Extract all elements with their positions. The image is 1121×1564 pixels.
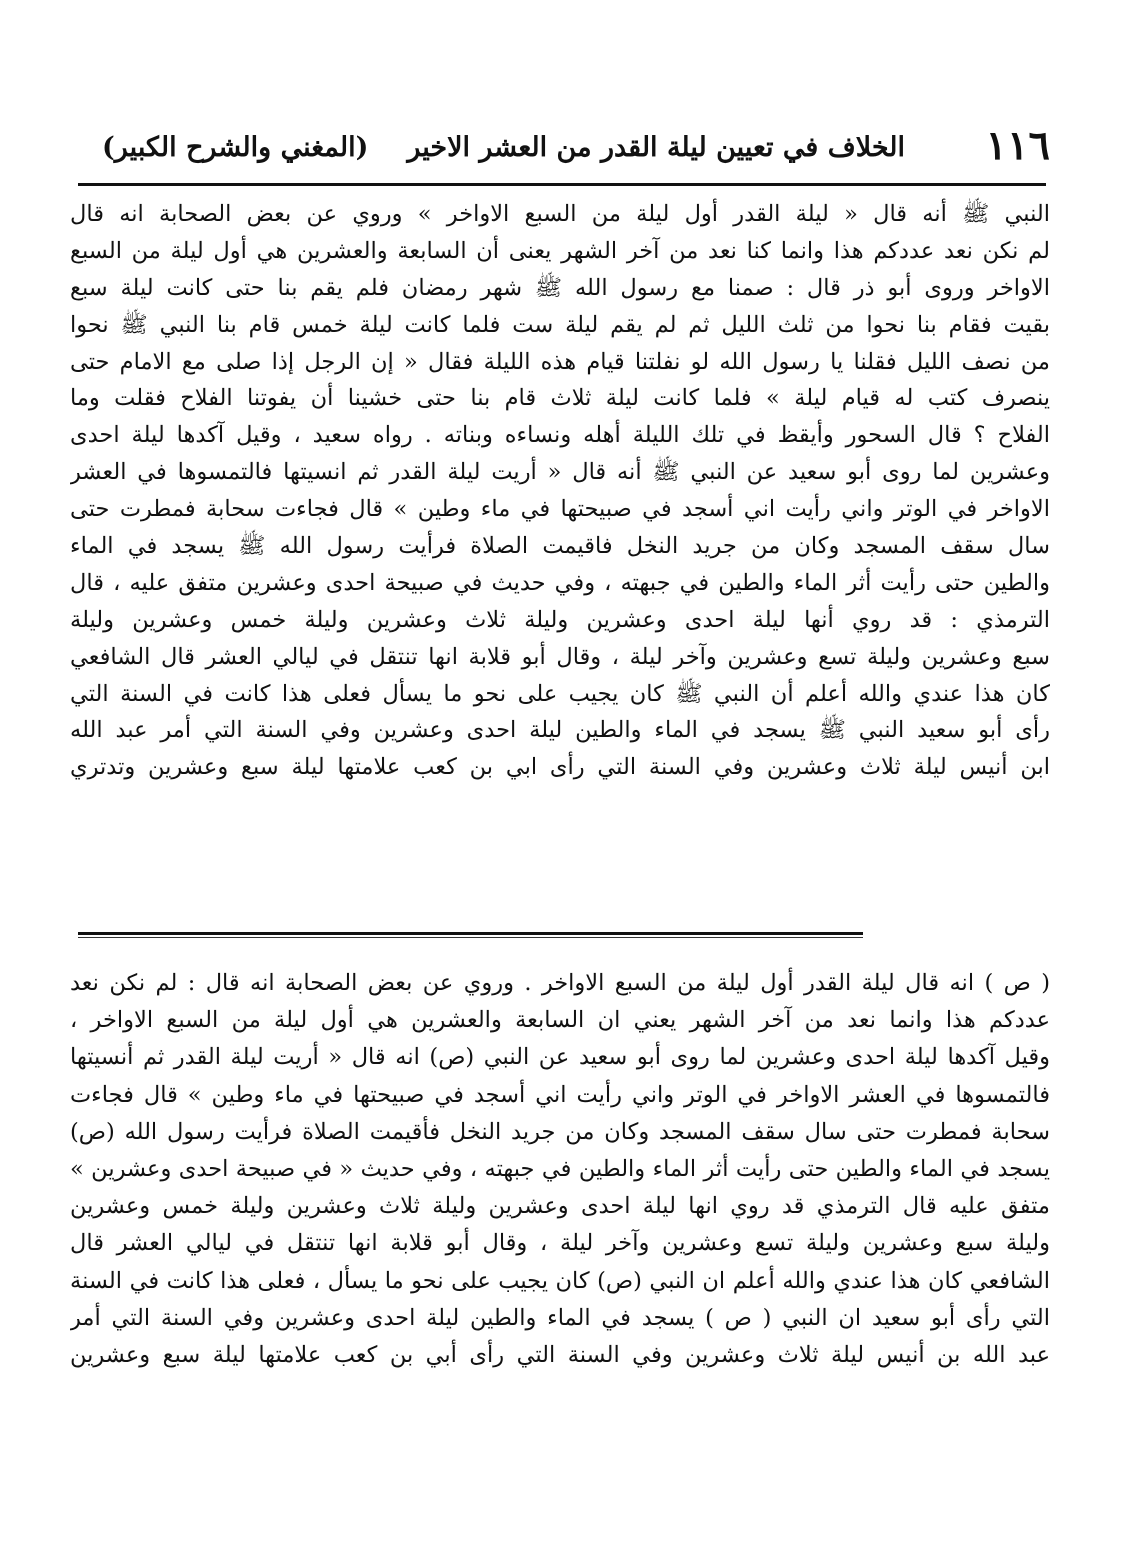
chapter-title: الخلاف في تعيين ليلة القدر من العشر الاخير — [407, 132, 905, 163]
commentary-text-line: عبد الله بن أنيس ليلة ثلاث وعشرين وفي السنة التي رأى أبي بن كعب علامتها ليلة سبع وعشرين — [70, 1341, 1050, 1368]
main-text-line: النبي ﷺ أنه قال « ليلة القدر أول ليلة من السبع الاواخر » وروي عن بعض الصحابة انه قال — [70, 201, 1050, 227]
main-text-line: والطين حتى رأيت أثر الماء والطين في جبهته ، وفي حديث في صبيحة احدى وعشرين متفق عليه ، قال — [70, 569, 1050, 596]
commentary-text-line: التي رأى أبو سعيد ان النبي ( ص ) يسجد في الماء والطين ليلة احدى وعشرين وفي السنة التي أمر — [70, 1304, 1050, 1331]
commentary-text-line: فالتمسوها في العشر الاواخر في الوتر واني رأيت اني أسجد في صبيحتها في ماء وطين » قال فجاءت — [70, 1081, 1050, 1108]
page-header — [90, 120, 1050, 180]
main-text-line: بقيت فقام بنا نحوا من ثلث الليل ثم لم يقم ليلة ست فلما كانت ليلة خمس قام بنا النبي ﷺ نحوا — [70, 311, 1050, 338]
main-text-line: سال سقف المسجد وكان من جريد النخل فاقيمت الصلاة فرأيت رسول الله ﷺ يسجد في الماء — [70, 533, 1050, 560]
book-title: (المغني والشرح الكبير) — [102, 132, 369, 163]
commentary-text-line: متفق عليه قال الترمذي قد روي انها ليلة احدى وعشرين وليلة ثلاث وعشرين وليلة خمس وعشرين — [70, 1193, 1050, 1220]
divider-thin-rule — [78, 937, 863, 938]
header-rule — [78, 183, 1046, 186]
main-text-line: رأى أبو سعيد النبي ﷺ يسجد في الماء والطين ليلة احدى وعشرين وفي السنة التي أمر عبد الله — [70, 717, 1050, 744]
main-text-line: الترمذي : قد روي أنها ليلة احدى وعشرين وليلة ثلاث وعشرين وليلة خمس وعشرين وليلة — [70, 606, 1050, 633]
main-text-line: سبع وعشرين وليلة تسع وعشرين وآخر ليلة ، وقال أبو قلابة انها تنتقل في ليالي العشر قال الشافعي — [70, 643, 1050, 670]
main-text-line: الفلاح ؟ قال السحور وأيقظ في تلك الليلة أهله ونساءه وبناته . رواه سعيد ، وقيل آكدها ليلة احدى — [70, 422, 1050, 449]
page-number: ١١٦ — [985, 122, 1050, 169]
main-text-line: كان هذا عندي والله أعلم أن النبي ﷺ كان يجيب على نحو ما يسأل فعلى هذا كانت في السنة التي — [70, 680, 1050, 707]
section-divider — [78, 932, 863, 938]
commentary-text-line: وليلة سبع وعشرين وليلة تسع وعشرين وآخر ليلة ، وقال أبو قلابة انها تنتقل في ليالي العشر قال — [70, 1230, 1050, 1257]
commentary-text-line: وقيل آكدها ليلة احدى وعشرين لما روى أبو سعيد عن النبي (ص) انه قال « أريت ليلة القدر ثم أنسيتها — [70, 1044, 1050, 1071]
commentary-text-line: سحابة فمطرت حتى سال سقف المسجد وكان من جريد النخل فأقيمت الصلاة فرأيت رسول الله (ص) — [70, 1118, 1050, 1145]
divider-thick-rule — [78, 932, 863, 935]
main-text-line: وعشرين لما روى أبو سعيد عن النبي ﷺ أنه قال « أريت ليلة القدر ثم انسيتها فالتمسوها في العشر — [70, 459, 1050, 486]
commentary-text-line: يسجد في الماء والطين حتى رأيت أثر الماء والطين في جبهته ، وفي حديث « في صبيحة احدى وعشرين » — [70, 1155, 1050, 1182]
main-text-line: الاواخر في الوتر واني رأيت اني أسجد في صبيحتها في ماء وطين » قال فجاءت سحابة فمطرت حتى — [70, 496, 1050, 523]
main-text-line: ابن أنيس ليلة ثلاث وعشرين وفي السنة التي رأى ابي بن كعب علامتها ليلة سبع وعشرين وتدتري — [70, 754, 1050, 781]
main-text-line: لم نكن نعد عددكم هذا وانما كنا نعد من آخر الشهر يعنى أن السابعة والعشرين هي أول ليلة من السبع — [70, 237, 1050, 264]
main-text-line: الاواخر وروى أبو ذر قال : صمنا مع رسول الله ﷺ شهر رمضان فلم يقم بنا حتى كانت ليلة سبع — [70, 274, 1050, 301]
commentary-text-line: الشافعي كان هذا عندي والله أعلم ان النبي (ص) كان يجيب على نحو ما يسأل ، فعلى هذا كانت في السنة — [70, 1267, 1050, 1294]
commentary-text-line: ( ص ) انه قال ليلة القدر أول ليلة من السبع الاواخر . وروي عن بعض الصحابة انه قال : لم نكن نعد — [70, 970, 1050, 996]
main-text-line: من نصف الليل فقلنا يا رسول الله لو نفلتنا قيام هذه الليلة فقال « إن الرجل إذا صلى مع الامام حتى — [70, 348, 1050, 375]
main-text — [70, 196, 1050, 786]
main-text-line: ينصرف كتب له قيام ليلة » فلما كانت ليلة ثلاث قام بنا حتى خشينا أن يفوتنا الفلاح فقلت وما — [70, 385, 1050, 412]
commentary-text — [70, 965, 1050, 1374]
commentary-text-line: عددكم هذا وانما نعد من آخر الشهر يعني ان السابعة والعشرين هي أول ليلة من السبع الاواخر ، — [70, 1007, 1050, 1034]
